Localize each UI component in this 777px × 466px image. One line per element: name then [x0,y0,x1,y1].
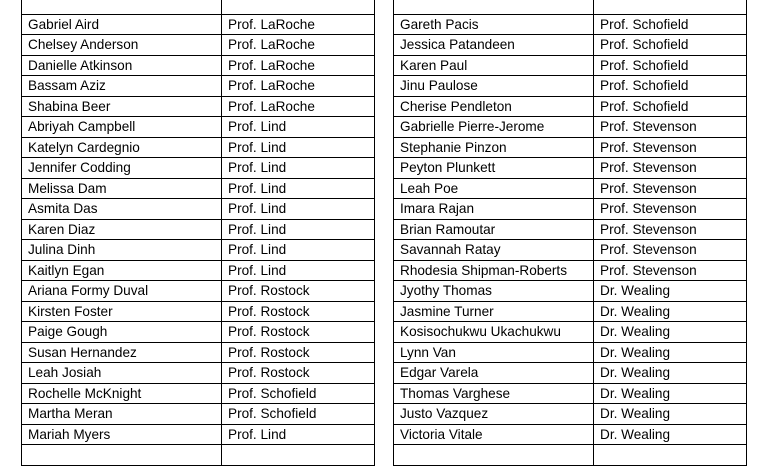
student-name-cell: Bassam Aziz [22,76,222,97]
table-row [394,322,747,343]
table-body-left [22,0,375,465]
student-name-cell: Karen Diaz [22,219,222,240]
professor-cell: Prof. LaRoche [222,35,375,56]
professor-cell: Prof. Stevenson [594,137,747,158]
professor-cell: Prof. Lind [222,424,375,445]
table-row [22,260,375,281]
table-row [22,322,375,343]
table-row [22,404,375,425]
student-name-cell: Kirsten Foster [22,301,222,322]
professor-cell: Prof. Rostock [222,363,375,384]
professor-cell: Prof. Rostock [222,281,375,302]
table-row [394,383,747,404]
table-row [394,199,747,220]
student-name-cell [394,445,594,466]
student-name-cell: Kaitlyn Egan [22,260,222,281]
table-row [22,445,375,466]
professor-cell: Prof. Lind [222,199,375,220]
table-row [22,158,375,179]
table-row [22,281,375,302]
student-name-cell: Kosisochukwu Ukachukwu [394,322,594,343]
student-name-cell: Shabina Beer [22,96,222,117]
student-name-cell [22,0,222,14]
table-row [22,342,375,363]
student-name-cell: Karen Paul [394,55,594,76]
table-row [22,96,375,117]
table-row [394,76,747,97]
professor-cell: Prof. LaRoche [222,14,375,35]
student-name-cell: Jyothy Thomas [394,281,594,302]
professor-cell: Prof. Lind [222,219,375,240]
student-name-cell: Julina Dinh [22,240,222,261]
table-row [394,260,747,281]
student-name-cell: Asmita Das [22,199,222,220]
table-row [22,219,375,240]
student-name-cell [394,0,594,14]
student-name-cell: Jinu Paulose [394,76,594,97]
professor-cell: Prof. LaRoche [222,55,375,76]
professor-cell: Prof. Stevenson [594,158,747,179]
professor-cell: Prof. Rostock [222,322,375,343]
professor-cell: Prof. Schofield [594,14,747,35]
professor-cell: Dr. Wealing [594,424,747,445]
table-row [394,240,747,261]
table-row [394,424,747,445]
professor-cell: Prof. Stevenson [594,219,747,240]
student-name-cell: Ariana Formy Duval [22,281,222,302]
student-name-cell: Danielle Atkinson [22,55,222,76]
table-row [394,445,747,466]
student-name-cell: Justo Vazquez [394,404,594,425]
table-row [22,35,375,56]
table-row [394,281,747,302]
professor-cell: Prof. Rostock [222,301,375,322]
student-name-cell: Katelyn Cardegnio [22,137,222,158]
student-name-cell: Chelsey Anderson [22,35,222,56]
table-row [394,404,747,425]
student-advisor-table-right [393,0,747,466]
student-name-cell: Paige Gough [22,322,222,343]
professor-cell: Prof. Lind [222,178,375,199]
professor-cell: Prof. Schofield [594,55,747,76]
professor-cell: Prof. LaRoche [222,76,375,97]
table-row [22,117,375,138]
table-row [22,137,375,158]
professor-cell: Dr. Wealing [594,342,747,363]
table-row [394,178,747,199]
table-row [22,55,375,76]
professor-cell: Prof. Lind [222,117,375,138]
table-row [394,96,747,117]
table-row [22,383,375,404]
student-name-cell: Melissa Dam [22,178,222,199]
professor-cell: Prof. Schofield [222,383,375,404]
student-name-cell: Jessica Patandeen [394,35,594,56]
student-name-cell: Victoria Vitale [394,424,594,445]
student-name-cell: Leah Josiah [22,363,222,384]
professor-cell: Dr. Wealing [594,404,747,425]
student-name-cell: Jennifer Codding [22,158,222,179]
professor-cell: Prof. Rostock [222,342,375,363]
student-name-cell: Jasmine Turner [394,301,594,322]
table-body-right [394,0,747,465]
student-name-cell: Stephanie Pinzon [394,137,594,158]
professor-cell: Dr. Wealing [594,281,747,302]
professor-cell: Prof. Lind [222,158,375,179]
professor-cell: Prof. Schofield [594,76,747,97]
professor-cell [594,0,747,14]
professor-cell: Prof. Stevenson [594,117,747,138]
professor-cell [222,0,375,14]
student-advisor-table-left [21,0,375,466]
student-name-cell [22,445,222,466]
student-name-cell: Mariah Myers [22,424,222,445]
professor-cell [222,445,375,466]
student-name-cell: Rhodesia Shipman-Roberts [394,260,594,281]
professor-cell: Dr. Wealing [594,322,747,343]
table-row [22,363,375,384]
table-row [22,301,375,322]
table-row [22,178,375,199]
student-name-cell: Lynn Van [394,342,594,363]
table-row [394,158,747,179]
table-row [22,14,375,35]
student-name-cell: Gabriel Aird [22,14,222,35]
table-row [22,424,375,445]
professor-cell: Prof. Schofield [594,96,747,117]
table-row [394,55,747,76]
professor-cell: Prof. Stevenson [594,260,747,281]
professor-cell: Prof. Schofield [222,404,375,425]
professor-cell: Dr. Wealing [594,301,747,322]
student-name-cell: Abriyah Campbell [22,117,222,138]
professor-cell: Dr. Wealing [594,383,747,404]
student-name-cell: Savannah Ratay [394,240,594,261]
student-name-cell: Leah Poe [394,178,594,199]
professor-cell [594,445,747,466]
student-name-cell: Martha Meran [22,404,222,425]
professor-cell: Dr. Wealing [594,363,747,384]
professor-cell: Prof. Lind [222,260,375,281]
table-row [394,117,747,138]
table-row [394,14,747,35]
professor-cell: Prof. Lind [222,240,375,261]
table-row [394,137,747,158]
student-name-cell: Cherise Pendleton [394,96,594,117]
student-name-cell: Edgar Varela [394,363,594,384]
table-row [394,363,747,384]
table-row [394,0,747,14]
student-name-cell: Gareth Pacis [394,14,594,35]
student-name-cell: Rochelle McKnight [22,383,222,404]
table-row [22,76,375,97]
student-name-cell: Gabrielle Pierre-Jerome [394,117,594,138]
table-row [22,0,375,14]
table-row [394,342,747,363]
table-row [22,199,375,220]
student-name-cell: Susan Hernandez [22,342,222,363]
student-name-cell: Imara Rajan [394,199,594,220]
student-name-cell: Thomas Varghese [394,383,594,404]
professor-cell: Prof. LaRoche [222,96,375,117]
professor-cell: Prof. Schofield [594,35,747,56]
professor-cell: Prof. Stevenson [594,240,747,261]
professor-cell: Prof. Stevenson [594,178,747,199]
student-name-cell: Peyton Plunkett [394,158,594,179]
table-row [394,35,747,56]
student-name-cell: Brian Ramoutar [394,219,594,240]
table-row [394,219,747,240]
table-row [22,240,375,261]
professor-cell: Prof. Lind [222,137,375,158]
professor-cell: Prof. Stevenson [594,199,747,220]
table-row [394,301,747,322]
